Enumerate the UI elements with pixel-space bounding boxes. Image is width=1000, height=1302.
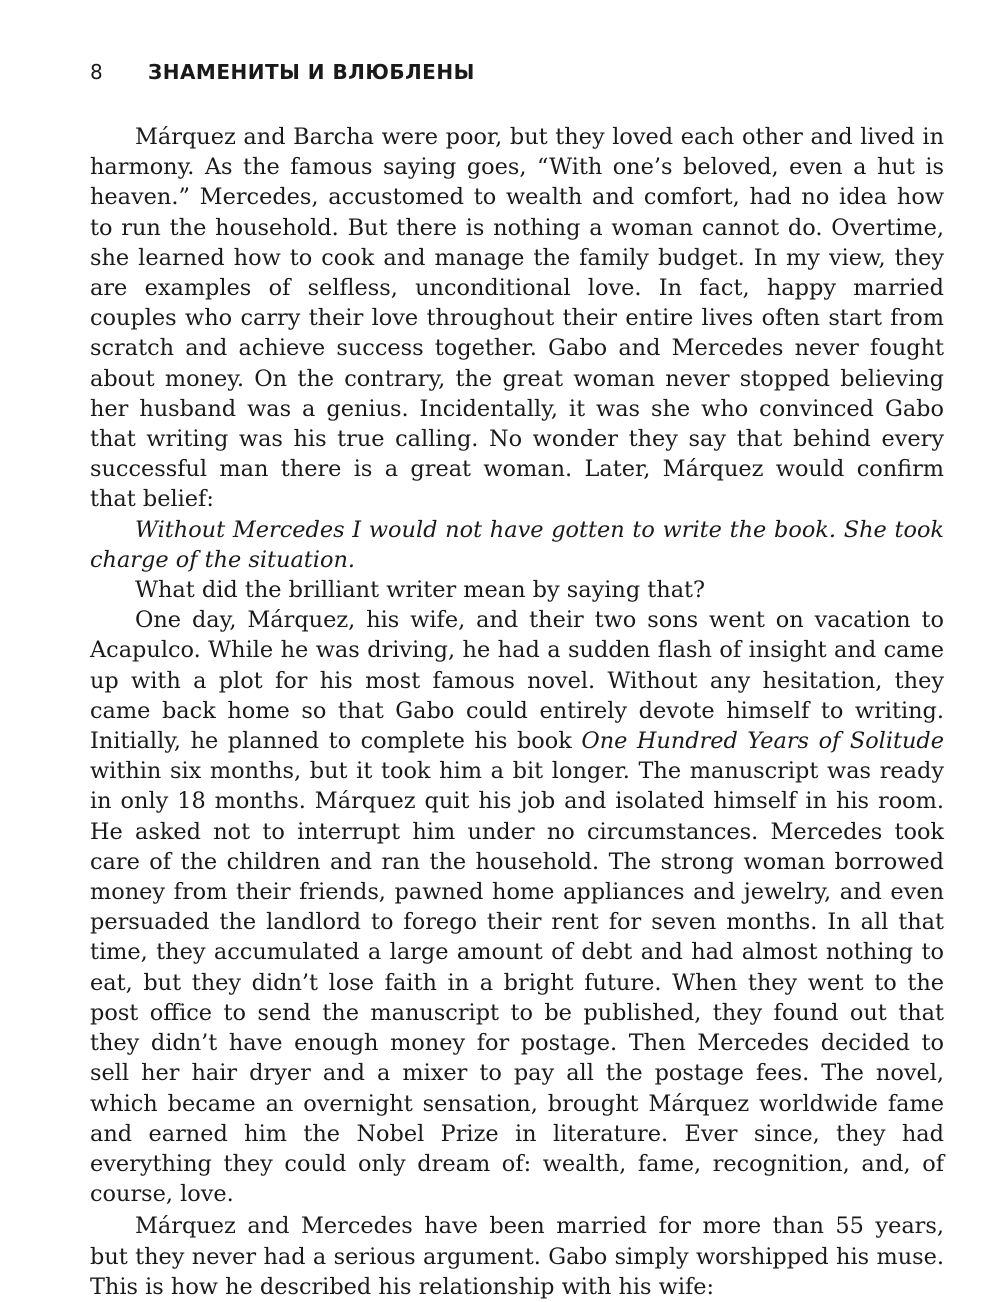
running-head <box>90 60 475 90</box>
paragraph-1: Márquez and Barcha were poor, but they loved each other and lived in harmony. As the famous saying goes, “With one’s beloved, even a hut is heaven.” Mercedes, accustomed to wealth and comfort, had no idea how to run the household. But there is nothing a woman cannot do. Overtime, she learned how to cook and manage the family budget. In my view, they are examples of selfless, unconditional love. In fact, happy married couples who carry their love throughout their entire lives often start from scratch and achieve success together. Gabo and Mercedes never fought about money. On the contrary, the great woman never stopped believing her husband was a genius. Incidentally, it was she who convinced Gabo that writing was his true calling. No wonder they say that behind every successful man there is a great woman. Later, Márquez would confirm that belief: <box>90 124 944 513</box>
book-title: One Hundred Years of Solitude <box>581 728 945 755</box>
paragraph-3-part-2: within six months, but it took him a bit longer. The manuscript was ready in only 18 months. Márquez quit his job and isolated himself in his room. He asked not to interrupt him under no circumstances. Mercedes took care of the children and ran the household. The strong woman borrowed money from their friends, pawned home appliances and jewelry, and even persuaded the landlord to forego their rent for seven months. In all that time, they accumulated a large amount of debt and had almost nothing to eat, but they didn’t lose faith in a bright future. When they went to the post office to send the manuscript to be published, they found out that they didn’t have enough money for postage. Then Mercedes decided to sell her hair dryer and a mixer to pay all the postage fees. The novel, which became an overnight sensation, brought Márquez worldwide fame and earned him the Nobel Prize in literature. Ever since, they had everything they could only dream of: wealth, fame, recognition, and, of course, love. <box>90 758 944 1208</box>
page-number: 8 <box>90 60 103 84</box>
quote-paragraph: Without Mercedes I would not have gotten to write the book. She took charge of the situation. <box>90 516 944 573</box>
paragraph-4: Márquez and Mercedes have been married for more than 55 years, but they never had a serious argument. Gabo simply worshipped his muse. This is how he described his relationship with his wife: <box>90 1213 944 1300</box>
body-text <box>90 122 944 1302</box>
paragraph-3-part-1: One day, Márquez, his wife, and their two sons went on vacation to Acapulco. While he was driving, he had a sudden flash of insight and came up with a plot for his most famous novel. Without any hesitation, they came back home so that Gabo could entirely devote himself to writing. Initially, he planned to complete his book <box>90 607 944 755</box>
paragraph-2: What did the brilliant writer mean by saying that? <box>135 577 706 604</box>
running-title: ЗНАМЕНИТЫ И ВЛЮБЛЕНЫ <box>148 60 475 84</box>
paragraph-3 <box>90 605 944 1209</box>
